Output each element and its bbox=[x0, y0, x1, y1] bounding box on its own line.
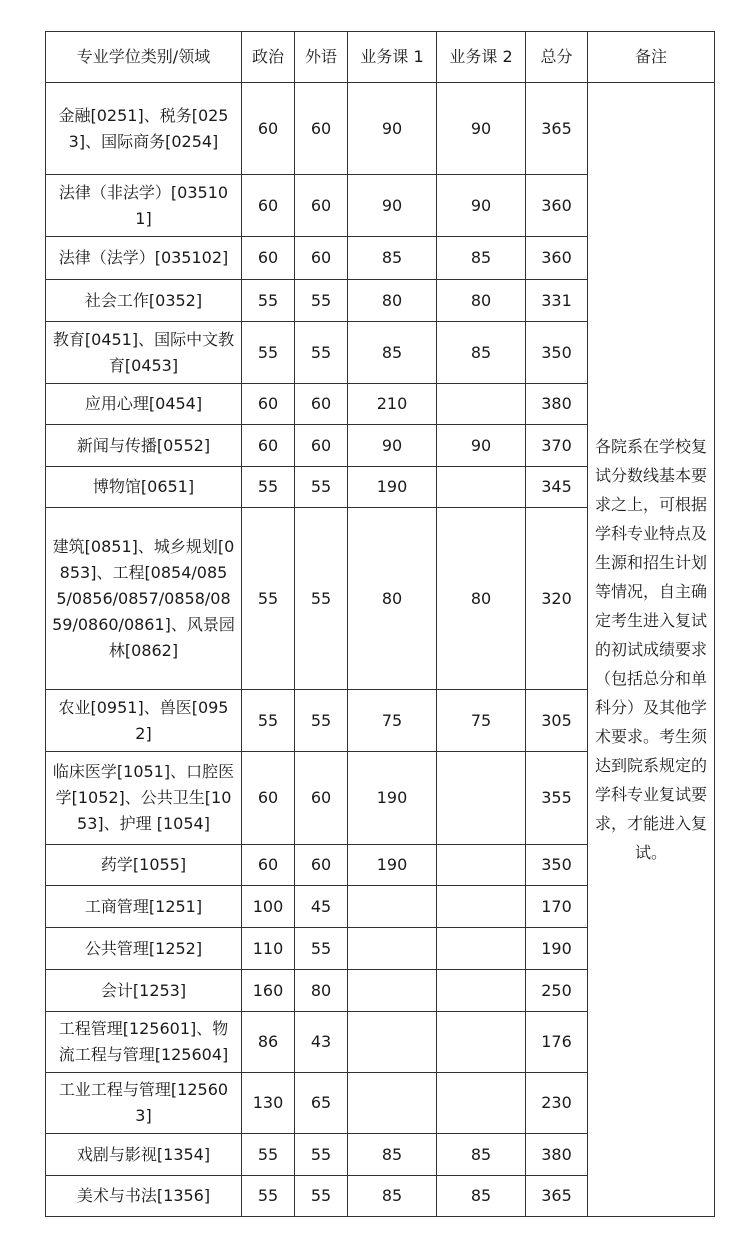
cell-major: 戏剧与影视[1354] bbox=[46, 1134, 242, 1176]
header-foreign-language: 外语 bbox=[295, 32, 348, 83]
header-major: 专业学位类别/领域 bbox=[46, 32, 242, 83]
table-header bbox=[46, 32, 715, 83]
cell-total: 365 bbox=[526, 83, 588, 175]
cell-politics: 60 bbox=[242, 83, 295, 175]
table-row bbox=[46, 83, 715, 175]
cell-foreign-language: 55 bbox=[295, 467, 348, 508]
cell-major: 金融[0251]、税务[0253]、国际商务[0254] bbox=[46, 83, 242, 175]
cell-course-1 bbox=[348, 970, 437, 1012]
header-row bbox=[46, 32, 715, 83]
table-body bbox=[46, 83, 715, 1217]
cell-course-2: 90 bbox=[437, 425, 526, 467]
cell-course-2: 80 bbox=[437, 280, 526, 322]
cell-politics: 160 bbox=[242, 970, 295, 1012]
cell-politics: 60 bbox=[242, 237, 295, 280]
header-remark: 备注 bbox=[588, 32, 715, 83]
cell-course-1: 85 bbox=[348, 1134, 437, 1176]
cell-total: 370 bbox=[526, 425, 588, 467]
cell-major: 公共管理[1252] bbox=[46, 928, 242, 970]
cell-course-1: 85 bbox=[348, 322, 437, 384]
cell-major: 法律（非法学）[035101] bbox=[46, 175, 242, 237]
cell-course-2 bbox=[437, 970, 526, 1012]
cell-foreign-language: 60 bbox=[295, 425, 348, 467]
cell-foreign-language: 60 bbox=[295, 384, 348, 425]
cell-major: 临床医学[1051]、口腔医学[1052]、公共卫生[1053]、护理 [1054] bbox=[46, 752, 242, 845]
cell-total: 350 bbox=[526, 845, 588, 886]
cell-major: 博物馆[0651] bbox=[46, 467, 242, 508]
cell-politics: 55 bbox=[242, 1176, 295, 1217]
cell-politics: 60 bbox=[242, 384, 295, 425]
cell-total: 345 bbox=[526, 467, 588, 508]
cell-course-2 bbox=[437, 467, 526, 508]
cell-major: 会计[1253] bbox=[46, 970, 242, 1012]
cell-total: 250 bbox=[526, 970, 588, 1012]
cell-course-2: 85 bbox=[437, 1134, 526, 1176]
cell-total: 380 bbox=[526, 1134, 588, 1176]
cell-total: 176 bbox=[526, 1012, 588, 1073]
cell-politics: 55 bbox=[242, 280, 295, 322]
cell-course-2: 85 bbox=[437, 1176, 526, 1217]
cell-course-2: 90 bbox=[437, 175, 526, 237]
cell-foreign-language: 55 bbox=[295, 1134, 348, 1176]
cell-course-2 bbox=[437, 928, 526, 970]
cell-course-1: 190 bbox=[348, 752, 437, 845]
score-table bbox=[45, 31, 715, 1217]
cell-course-2 bbox=[437, 845, 526, 886]
cell-foreign-language: 55 bbox=[295, 1176, 348, 1217]
cell-foreign-language: 55 bbox=[295, 322, 348, 384]
cell-foreign-language: 60 bbox=[295, 83, 348, 175]
cell-course-1 bbox=[348, 886, 437, 928]
cell-course-2: 85 bbox=[437, 322, 526, 384]
cell-foreign-language: 60 bbox=[295, 175, 348, 237]
cell-major: 工商管理[1251] bbox=[46, 886, 242, 928]
cell-total: 170 bbox=[526, 886, 588, 928]
cell-foreign-language: 55 bbox=[295, 508, 348, 690]
cell-total: 320 bbox=[526, 508, 588, 690]
cell-foreign-language: 60 bbox=[295, 237, 348, 280]
cell-total: 350 bbox=[526, 322, 588, 384]
header-total: 总分 bbox=[526, 32, 588, 83]
cell-politics: 55 bbox=[242, 508, 295, 690]
cell-course-1 bbox=[348, 1012, 437, 1073]
cell-foreign-language: 60 bbox=[295, 845, 348, 886]
remark-cell: 各院系在学校复试分数线基本要求之上，可根据学科专业特点及生源和招生计划等情况，自主确定考生进入复试的初试成绩要求（包括总分和单科分）及其他学术要求。考生须达到院系规定的学科专业复试要求，才能进入复试。 bbox=[588, 83, 715, 1217]
cell-course-2 bbox=[437, 1012, 526, 1073]
header-course-1: 业务课 1 bbox=[348, 32, 437, 83]
cell-total: 360 bbox=[526, 175, 588, 237]
cell-foreign-language: 45 bbox=[295, 886, 348, 928]
cell-politics: 55 bbox=[242, 1134, 295, 1176]
cell-course-2 bbox=[437, 886, 526, 928]
cell-course-1: 75 bbox=[348, 690, 437, 752]
cell-politics: 86 bbox=[242, 1012, 295, 1073]
cell-major: 工程管理[125601]、物流工程与管理[125604] bbox=[46, 1012, 242, 1073]
cell-course-2 bbox=[437, 1073, 526, 1134]
cell-foreign-language: 43 bbox=[295, 1012, 348, 1073]
cell-major: 建筑[0851]、城乡规划[0853]、工程[0854/0855/0856/0857/0858/0859/0860/0861]、风景园林[0862] bbox=[46, 508, 242, 690]
cell-course-1: 80 bbox=[348, 280, 437, 322]
cell-politics: 55 bbox=[242, 322, 295, 384]
cell-major: 教育[0451]、国际中文教育[0453] bbox=[46, 322, 242, 384]
cell-course-1: 80 bbox=[348, 508, 437, 690]
cell-politics: 100 bbox=[242, 886, 295, 928]
cell-major: 美术与书法[1356] bbox=[46, 1176, 242, 1217]
cell-politics: 130 bbox=[242, 1073, 295, 1134]
cell-politics: 55 bbox=[242, 467, 295, 508]
cell-course-1: 85 bbox=[348, 237, 437, 280]
cell-foreign-language: 55 bbox=[295, 690, 348, 752]
cell-major: 农业[0951]、兽医[0952] bbox=[46, 690, 242, 752]
cell-course-1: 190 bbox=[348, 845, 437, 886]
cell-foreign-language: 55 bbox=[295, 280, 348, 322]
cell-politics: 60 bbox=[242, 845, 295, 886]
cell-major: 法律（法学）[035102] bbox=[46, 237, 242, 280]
cell-course-2: 80 bbox=[437, 508, 526, 690]
cell-total: 331 bbox=[526, 280, 588, 322]
cell-total: 380 bbox=[526, 384, 588, 425]
cell-course-1 bbox=[348, 928, 437, 970]
cell-politics: 60 bbox=[242, 175, 295, 237]
cell-foreign-language: 65 bbox=[295, 1073, 348, 1134]
cell-major: 新闻与传播[0552] bbox=[46, 425, 242, 467]
header-course-2: 业务课 2 bbox=[437, 32, 526, 83]
cell-total: 360 bbox=[526, 237, 588, 280]
cell-course-1: 90 bbox=[348, 83, 437, 175]
cell-course-2 bbox=[437, 384, 526, 425]
cell-course-1: 210 bbox=[348, 384, 437, 425]
cell-total: 355 bbox=[526, 752, 588, 845]
cell-foreign-language: 55 bbox=[295, 928, 348, 970]
cell-major: 应用心理[0454] bbox=[46, 384, 242, 425]
cell-total: 190 bbox=[526, 928, 588, 970]
cell-politics: 60 bbox=[242, 425, 295, 467]
cell-politics: 55 bbox=[242, 690, 295, 752]
cell-course-2: 75 bbox=[437, 690, 526, 752]
cell-foreign-language: 60 bbox=[295, 752, 348, 845]
cell-course-1: 90 bbox=[348, 425, 437, 467]
cell-course-1 bbox=[348, 1073, 437, 1134]
cell-foreign-language: 80 bbox=[295, 970, 348, 1012]
header-politics: 政治 bbox=[242, 32, 295, 83]
cell-major: 工业工程与管理[125603] bbox=[46, 1073, 242, 1134]
cell-course-2: 90 bbox=[437, 83, 526, 175]
cell-total: 230 bbox=[526, 1073, 588, 1134]
cell-course-1: 190 bbox=[348, 467, 437, 508]
cell-total: 365 bbox=[526, 1176, 588, 1217]
cell-total: 305 bbox=[526, 690, 588, 752]
cell-course-1: 90 bbox=[348, 175, 437, 237]
cell-course-1: 85 bbox=[348, 1176, 437, 1217]
cell-course-2: 85 bbox=[437, 237, 526, 280]
cell-course-2 bbox=[437, 752, 526, 845]
cell-politics: 60 bbox=[242, 752, 295, 845]
cell-major: 药学[1055] bbox=[46, 845, 242, 886]
cell-major: 社会工作[0352] bbox=[46, 280, 242, 322]
cell-politics: 110 bbox=[242, 928, 295, 970]
